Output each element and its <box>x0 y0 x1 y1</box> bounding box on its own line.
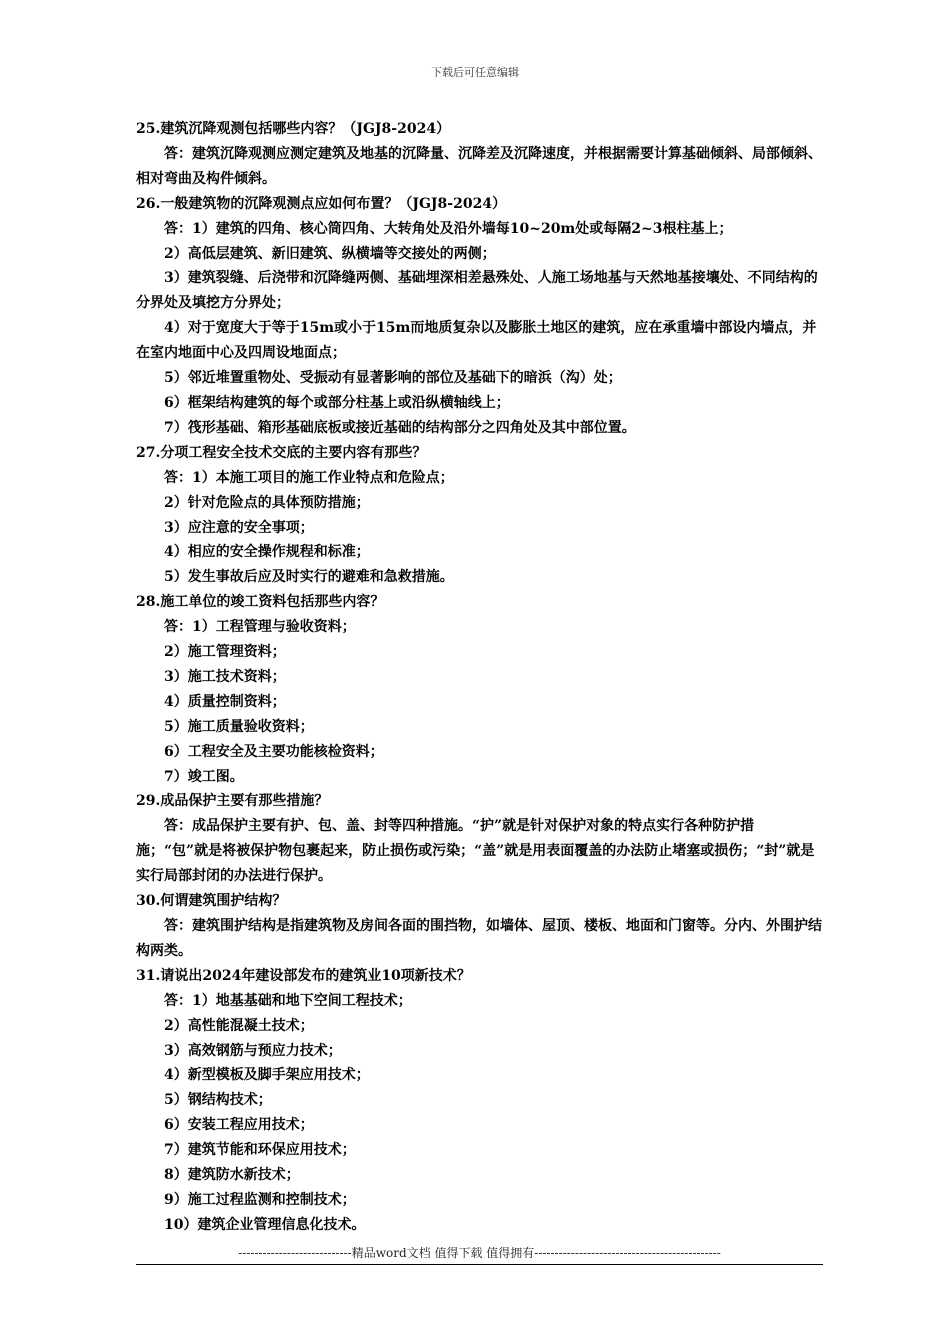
answer-paragraph: 答：1）本施工项目的施工作业特点和危险点； <box>164 469 454 486</box>
answer-paragraph: 2）高低层建筑、新旧建筑、纵横墙等交接处的两侧； <box>164 245 496 262</box>
footer-text: ----------------------------精品word文档 值得下载 值得拥有---------------------------------------------- <box>238 1246 721 1260</box>
question-heading: 25.建筑沉降观测包括哪些内容？（JGJ8-2024） <box>136 121 451 137</box>
answer-paragraph: 2）针对危险点的具体预防措施； <box>164 494 370 511</box>
answer-paragraph: 9）施工过程监测和控制技术； <box>164 1191 356 1208</box>
answer-paragraph: 3）应注意的安全事项； <box>164 519 314 536</box>
answer-paragraph: 答：建筑沉降观测应测定建筑及地基的沉降量、沉降差及沉降速度，并根据需要计算基础倾斜、局部倾斜、相对弯曲及构件倾斜。 <box>136 145 822 187</box>
answer-paragraph: 7）竣工图。 <box>164 768 244 785</box>
answer-paragraph: 5）施工质量验收资料； <box>164 718 314 735</box>
answer-paragraph: 10）建筑企业管理信息化技术。 <box>164 1216 366 1233</box>
answer-paragraph: 8）建筑防水新技术； <box>164 1167 300 1184</box>
answer-paragraph: 3）高效钢筋与预应力技术； <box>164 1042 342 1059</box>
answer-paragraph: 答：成品保护主要有护、包、盖、封等四种措施。“护”就是针对保护对象的特点实行各种防护措施；“包”就是将被保护物包裹起来，防止损伤或污染；“盖”就是用表面覆盖的办法防止堵塞或损伤；“封”就是实行局部封闭的办法进行保护。 <box>136 818 815 885</box>
answer-paragraph: 4）质量控制资料； <box>164 693 286 710</box>
question-heading: 26.一般建筑物的沉降观测点应如何布置？（JGJ8-2024） <box>136 195 507 212</box>
answer-paragraph: 5）邻近堆置重物处、受振动有显著影响的部位及基础下的暗浜（沟）处； <box>164 370 622 387</box>
answer-paragraph: 2）高性能混凝土技术； <box>164 1017 314 1034</box>
footer-divider <box>136 1264 823 1265</box>
page-header: 下载后可任意编辑 <box>431 66 519 79</box>
question-heading: 27.分项工程安全技术交底的主要内容有那些？ <box>136 444 427 461</box>
answer-paragraph: 3）施工技术资料； <box>164 668 286 685</box>
question-heading: 30.何谓建筑围护结构？ <box>136 893 287 910</box>
answer-paragraph: 答：建筑围护结构是指建筑物及房间各面的围挡物，如墙体、屋顶、楼板、地面和门窗等。分内、外围护结构两类。 <box>136 918 822 959</box>
answer-paragraph: 5）钢结构技术； <box>164 1092 272 1109</box>
answer-paragraph: 7）建筑节能和环保应用技术； <box>164 1142 356 1159</box>
answer-paragraph: 答：1）地基基础和地下空间工程技术； <box>164 992 412 1009</box>
question-heading: 28.施工单位的竣工资料包括那些内容？ <box>136 594 385 611</box>
answer-paragraph: 答：1）建筑的四角、核心筒四角、大转角处及沿外墙每10~20m处或每隔2~3根柱基上； <box>164 220 733 237</box>
answer-paragraph: 5）发生事故后应及时实行的避难和急救措施。 <box>164 569 454 586</box>
answer-paragraph: 答：1）工程管理与验收资料； <box>164 619 356 636</box>
answer-paragraph: 6）安装工程应用技术； <box>164 1117 314 1134</box>
document-body <box>136 117 826 1238</box>
answer-paragraph: 4）相应的安全操作规程和标准； <box>164 544 370 561</box>
question-heading: 29.成品保护主要有那些措施？ <box>136 793 329 810</box>
answer-paragraph: 3）建筑裂缝、后浇带和沉降缝两侧、基础埋深相差悬殊处、人施工场地基与天然地基接壤处、不同结构的分界处及填挖方分界处； <box>136 270 818 312</box>
answer-paragraph: 2）施工管理资料； <box>164 644 286 661</box>
answer-paragraph: 4）对于宽度大于等于15m或小于15m而地质复杂以及膨胀土地区的建筑，应在承重墙中部设内墙点，并在室内地面中心及四周设地面点； <box>136 320 817 362</box>
answer-paragraph: 6）工程安全及主要功能核检资料； <box>164 743 384 760</box>
answer-paragraph: 4）新型模板及脚手架应用技术； <box>164 1067 370 1084</box>
answer-paragraph: 6）框架结构建筑的每个或部分柱基上或沿纵横轴线上； <box>164 394 510 411</box>
question-heading: 31.请说出2024年建设部发布的建筑业10项新技术？ <box>136 967 471 984</box>
answer-paragraph: 7）筏形基础、箱形基础底板或接近基础的结构部分之四角处及其中部位置。 <box>164 419 636 436</box>
page-footer <box>136 1244 823 1265</box>
